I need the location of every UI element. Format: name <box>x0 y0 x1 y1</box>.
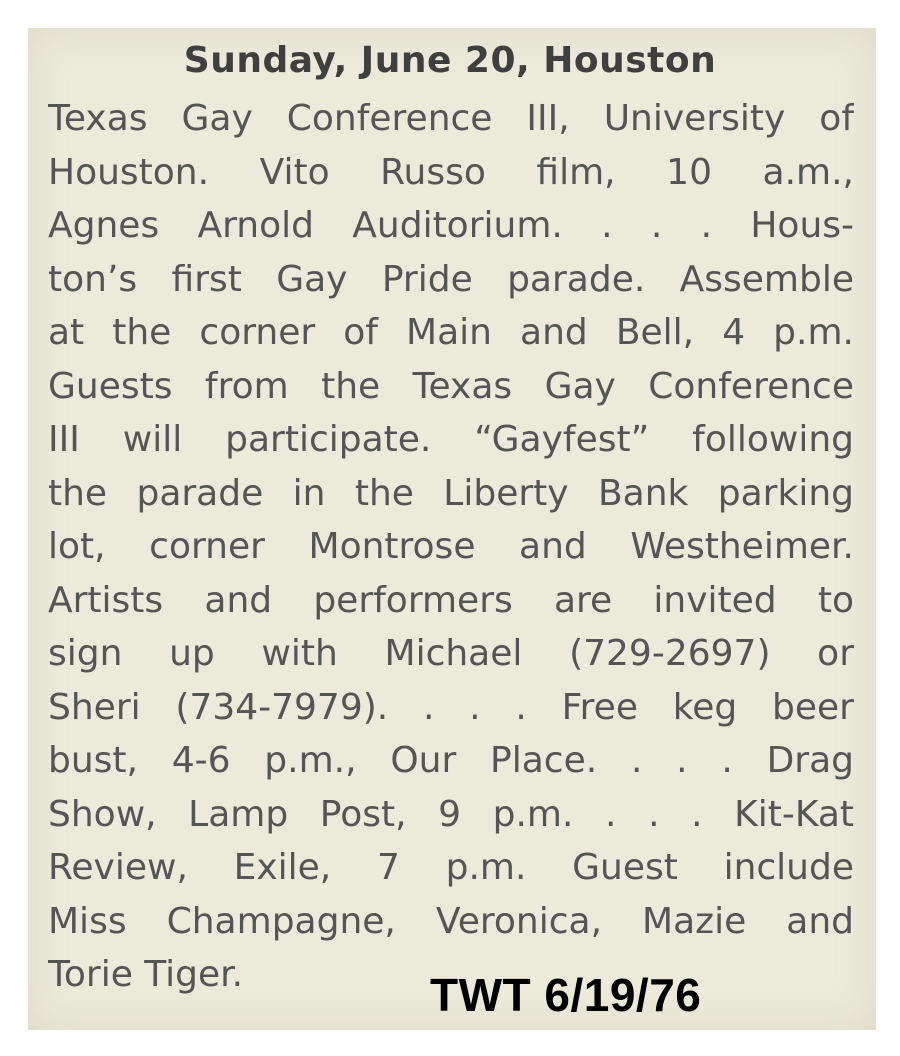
body-line: bust, 4-6 p.m., Our Place. . . . Drag <box>48 740 854 781</box>
source-citation: TWT 6/19/76 <box>430 969 702 1021</box>
body-line: Houston. Vito Russo film, 10 a.m., <box>48 151 854 193</box>
body-line: lot, corner Montrose and Westheimer. <box>48 526 854 567</box>
body-line: at the corner of Main and Bell, 4 p.m. <box>48 312 854 353</box>
clipping-body <box>48 92 854 1002</box>
body-line: Show, Lamp Post, 9 p.m. . . . Kit-Kat <box>48 793 854 835</box>
body-line: the parade in the Liberty Bank parking <box>48 472 854 514</box>
body-line: Torie Tiger. <box>48 954 244 995</box>
body-line: Artists and performers are invited to <box>48 579 854 621</box>
body-line: Guests from the Texas Gay Conference <box>48 365 854 407</box>
body-line: Review, Exile, 7 p.m. Guest include <box>48 847 854 888</box>
clipping-heading: Sunday, June 20, Houston <box>183 40 717 81</box>
body-line: Sheri (734-7979). . . . Free keg beer <box>48 686 854 728</box>
body-line: III will participate. “Gayfest” following <box>48 419 854 460</box>
body-line: Agnes Arnold Auditorium. . . . Hous- <box>48 205 854 246</box>
body-line: Texas Gay Conference III, University of <box>48 98 854 139</box>
body-line: sign up with Michael (729-2697) or <box>48 633 854 674</box>
body-line: ton’s first Gay Pride parade. Assemble <box>48 258 854 300</box>
body-line: Miss Champagne, Veronica, Mazie and <box>48 900 854 942</box>
